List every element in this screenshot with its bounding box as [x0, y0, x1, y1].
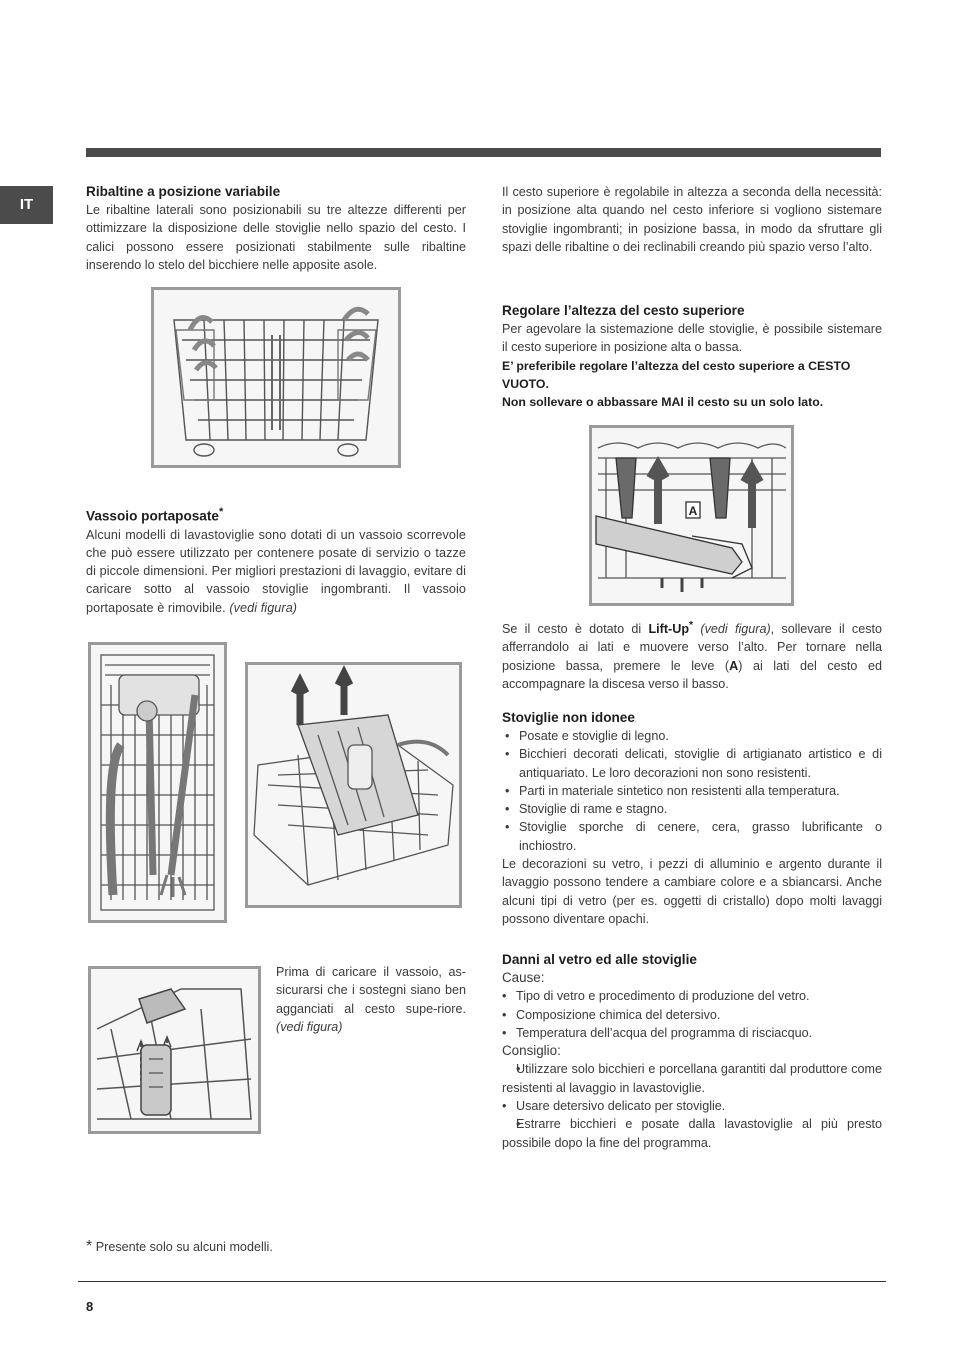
section-non-idonee	[502, 709, 882, 928]
vassoio-title: Vassoio portaposate	[86, 508, 219, 524]
top-rule	[86, 148, 881, 157]
list-item: • Stoviglie sporche di cenere, cera, grasso lubrificante o inchiostro.	[502, 818, 882, 855]
list-item: • Composizione chimica del detersivo.	[502, 1006, 882, 1024]
figure-cutlery-tray-lift	[245, 662, 462, 908]
page-number: 8	[86, 1299, 94, 1314]
footnote	[86, 1238, 273, 1256]
list-item: • Estrarre bicchieri e posate dalla lavastoviglie al più presto possibile dopo la fine del programma.	[502, 1115, 882, 1152]
ribaltine-body: Le ribaltine laterali sono posizionabili su tre altezze differenti per ottimizzare la disposizione delle stoviglie nello spazio del cesto. I calici possono essere posizionati stabilmente sulle ribaltine inserendo lo stelo del bicchiere nelle apposite asole.	[86, 203, 466, 272]
list-item: • Tipo di vetro e procedimento di produzione del vetro.	[502, 987, 882, 1005]
regolare-warning-1: E’ preferibile regolare l’altezza del cesto superiore a CESTO VUOTO.	[502, 358, 851, 391]
consiglio-label: Consiglio:	[502, 1043, 561, 1059]
liftup-p3: ) ai lati del cesto ed accompagnare la discesa verso il basso.	[502, 658, 882, 692]
list-item: • Utilizzare solo bicchieri e porcellana garantiti dal produttore come resistenti al lavaggio in lavastoviglie.	[502, 1060, 882, 1097]
section-regolare	[502, 302, 882, 411]
liftup-p2: , sollevare il cesto afferrandolo ai lati e muovere verso l’alto. Per tornare nella posizione bassa, premere le leve (	[502, 622, 883, 673]
figure-lift-up	[589, 425, 794, 606]
prima-ref: (vedi figura)	[276, 1019, 343, 1034]
section-ribaltine	[86, 183, 466, 274]
list-item: • Usare detersivo delicato per stoviglie.	[502, 1097, 882, 1115]
figure-label-a: A	[688, 504, 698, 518]
liftup-star: *	[689, 619, 694, 631]
section-vassoio	[86, 503, 466, 617]
section-danni	[502, 951, 882, 1152]
liftup-name: Lift-Up	[648, 622, 690, 637]
list-item: • Stoviglie di rame e stagno.	[502, 800, 882, 818]
language-tab: IT	[0, 186, 53, 224]
list-item: • Bicchieri decorati delicati, stoviglie di artigianato artistico e di antiquariato. Le loro decorazioni non sono resistenti.	[502, 745, 882, 782]
ribaltine-title: Ribaltine a posizione variabile	[86, 184, 281, 199]
regolare-body: Per agevolare la sistemazione delle stoviglie, è possibile sistemare il cesto superiore in posizione alta o bassa.	[502, 322, 882, 355]
regolare-title: Regolare l’altezza del cesto superiore	[502, 303, 745, 318]
footnote-star: *	[86, 1238, 93, 1255]
liftup-ref: (vedi figura)	[700, 622, 771, 637]
cause-label: Cause:	[502, 970, 545, 985]
non-idonee-after: Le decorazioni su vetro, i pezzi di alluminio e argento durante il lavaggio possono tendere a cambiare colore e a sbiancarsi. Anche alcuni tipi di vetro (per es. oggetti di cristallo) dopo molti lavaggi possono diventare opachi.	[502, 857, 882, 926]
figure-rack-flaps	[151, 287, 401, 468]
figure-tray-supports	[88, 966, 261, 1134]
liftup-lever: A	[729, 658, 739, 673]
prima-body: Prima di caricare il vassoio, as-sicurarsi che i sostegni siano ben agganciati al cesto supe-riore.	[276, 965, 466, 1016]
section-prima	[276, 963, 466, 1036]
liftup-p1: Se il cesto è dotato di	[502, 622, 642, 637]
vassoio-ref: (vedi figura)	[229, 600, 298, 615]
figure-cutlery-tray-top	[88, 642, 227, 923]
section-intro	[502, 183, 882, 256]
non-idonee-title: Stoviglie non idonee	[502, 710, 635, 725]
danni-title: Danni al vetro ed alle stoviglie	[502, 952, 697, 967]
list-item: • Temperatura dell’acqua del programma di risciacquo.	[502, 1024, 882, 1042]
bottom-rule	[78, 1281, 886, 1282]
vassoio-body: Alcuni modelli di lavastoviglie sono dotati di un vassoio scorrevole che può essere utilizzato per contenere posate di servizio o tazze di piccole dimensioni. Per migliori prestazioni di lavaggio, evitare di caricare sotto al vassoio stoviglie ingombranti. Il vassoio portaposate è rimovibile.	[86, 527, 466, 615]
intro-body: Il cesto superiore è regolabile in altezza a seconda della necessità: in posizione alta quando nel cesto inferiore si vogliono sistemare stoviglie ingombranti; in posizione bassa, in modo da sfruttare gli spazi delle ribaltine o dei reclinabili creando più spazio verso l’alto.	[502, 185, 882, 254]
regolare-warning-2: Non sollevare o abbassare MAI il cesto su un solo lato.	[502, 395, 824, 410]
footnote-text: Presente solo su alcuni modelli.	[95, 1240, 273, 1254]
list-item: • Posate e stoviglie di legno.	[502, 727, 882, 745]
list-item: • Parti in materiale sintetico non resistenti alla temperatura.	[502, 782, 882, 800]
vassoio-star: *	[218, 506, 224, 518]
section-liftup	[502, 616, 882, 693]
